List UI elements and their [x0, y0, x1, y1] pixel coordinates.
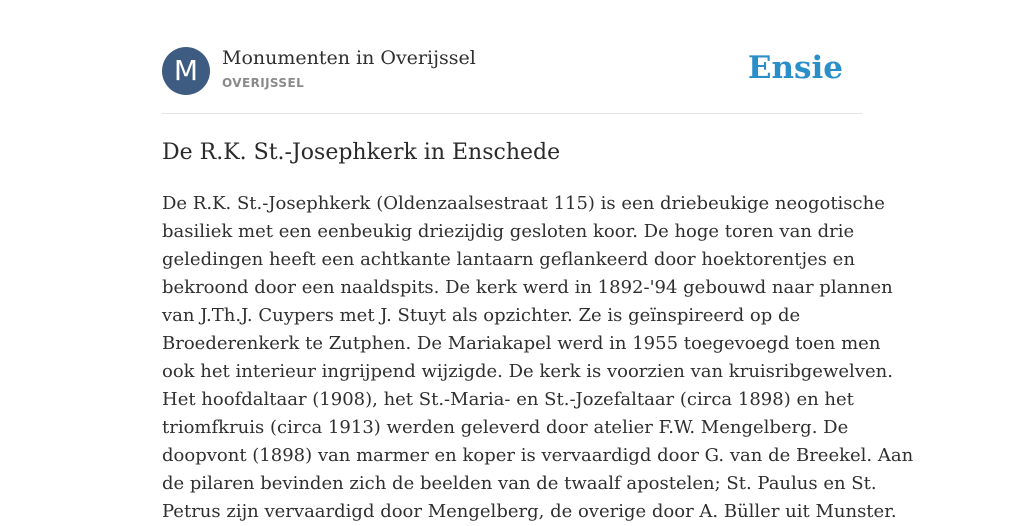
ensie-logo[interactable]: Ensie [747, 50, 843, 86]
article-body-line: doopvont (1898) van marmer en koper is vervaardigd door G. van de Breekel. Aan [162, 445, 914, 466]
article-body-line: van J.Th.J. Cuypers met J. Stuyt als opzichter. Ze is geïnspireerd op de [162, 305, 801, 326]
article-body-line: Petrus zijn vervaardigd door Mengelberg, de overige door A. Büller uit Munster. [162, 501, 897, 522]
article-body-line: geledingen heeft een achtkante lantaarn geflankeerd door hoektorentjes en [162, 249, 855, 270]
article-body-line: de pilaren bevinden zich de beelden van de twaalf apostelen; St. Paulus en St. [162, 473, 877, 494]
article-body [162, 190, 914, 526]
article-body-line: basiliek met een eenbeukig driezijdig gesloten koor. De hoge toren van drie [162, 221, 855, 242]
article-title: De R.K. St.-Josephkerk in Enschede [162, 140, 561, 165]
source-avatar[interactable]: M [162, 47, 210, 95]
article-body-line: De R.K. St.-Josephkerk (Oldenzaalsestraat 115) is een driebeukige neogotische [162, 193, 885, 214]
article-body-line: Het hoofdaltaar (1908), het St.-Maria- en St.-Jozefaltaar (circa 1898) en het [162, 389, 854, 410]
source-subtitle-link[interactable]: OVERIJSSEL [222, 76, 305, 90]
source-header [162, 46, 862, 98]
article-body-line: ook het interieur ingrijpend wijzigde. De kerk is voorzien van kruisribgewelven. [162, 361, 893, 382]
source-title-link[interactable]: Monumenten in Overijssel [222, 47, 476, 69]
article-body-line: Broederenkerk te Zutphen. De Mariakapel werd in 1955 toegevoegd toen men [162, 333, 881, 354]
article-body-line: triomfkruis (circa 1913) werden geleverd door atelier F.W. Mengelberg. De [162, 417, 849, 438]
header-divider [162, 113, 862, 114]
article-body-line: bekroond door een naaldspits. De kerk werd in 1892-'94 gebouwd naar plannen [162, 277, 893, 298]
